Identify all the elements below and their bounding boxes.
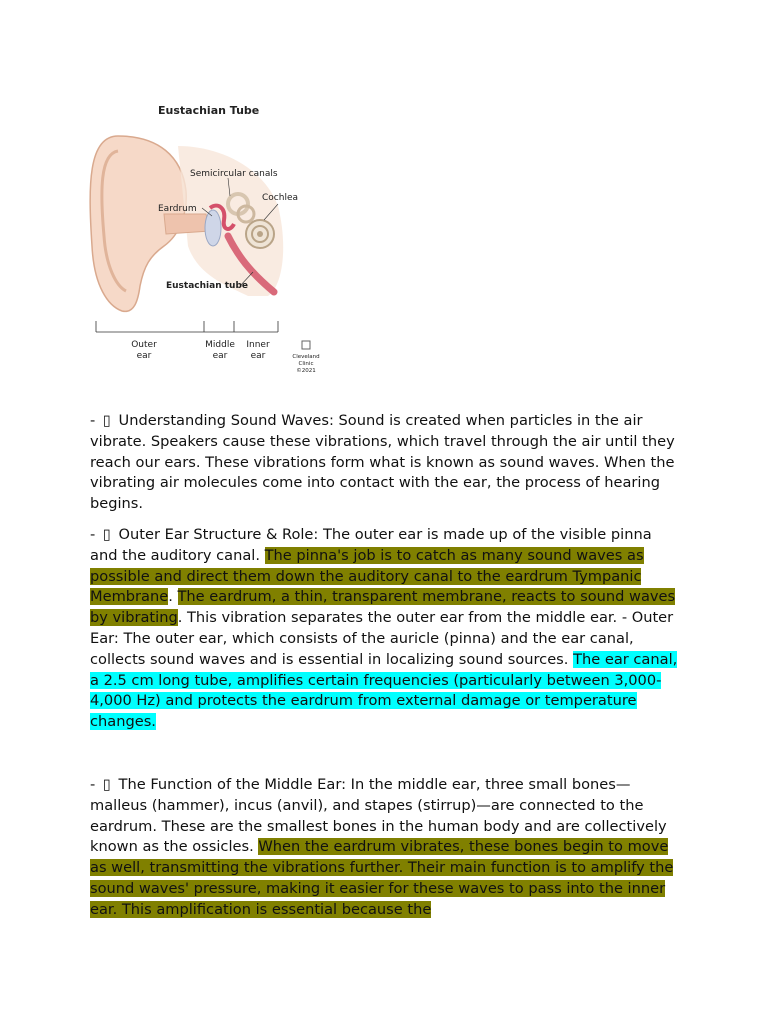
section-outer-line2: ear — [136, 351, 152, 361]
text-segment: - — [90, 525, 100, 543]
label-eardrum: Eardrum — [158, 204, 197, 214]
text-segment: . — [168, 588, 178, 606]
highlight-olive: The pinna's job is to catch as many sound waves as possible and direct them down the auditory canal to the eardrum Tympanic Membrane — [90, 546, 644, 606]
figure-title: Eustachian Tube — [158, 104, 260, 117]
text-segment: Outer Ear Structure & Role: The outer ear is made up of the visible pinna and the auditory canal. — [90, 525, 652, 564]
eardrum-shape — [205, 210, 221, 246]
label-semicircular-canals: Semicircular canals — [190, 169, 278, 179]
section-middle-line1: Middle — [205, 340, 235, 350]
text-segment: Understanding Sound Waves: Sound is created when particles in the air vibrate. Speakers cause these vibrations, which travel through the air until they reach our ears. These vibrations form what is known as sound waves. When the vibrating air molecules come into contact with the ear, the process of hearing begins. — [90, 412, 675, 513]
text-segment: . This vibration separates the outer ear from the middle ear. - Outer Ear: The outer ear, which consists of the auricle (pinna) and the ear canal, collects sound waves and is essential in localizing sound sources. — [90, 609, 674, 668]
text-segment: The Function of the Middle Ear: In the middle ear, three small bones—malleus (hammer), incus (anvil), and stapes (stirrup)—are connected to the eardrum. These are the smallest bones in the human body and are collectively known as the ossicles. — [90, 775, 667, 856]
ear-anatomy-illustration — [78, 96, 328, 380]
text-segment: - — [90, 412, 100, 429]
paragraph-sound-waves — [90, 411, 680, 515]
credit-line1: Cleveland — [292, 354, 320, 360]
cochlea-center — [257, 231, 263, 237]
document-body — [90, 411, 680, 931]
ear-anatomy-figure — [78, 96, 328, 380]
highlight-olive: When the eardrum vibrates, these bones begin to move as well, transmitting the vibrations further. Their main function is to amplify the sound waves' pressure, making it easier for these waves to pass into the inner ear. This amplification is essential because the — [90, 838, 674, 918]
cleveland-clinic-logo-icon — [302, 341, 310, 349]
ear-canal-shape — [164, 214, 210, 234]
highlight-olive: The eardrum, a thin, transparent membrane, reacts to sound waves by vibrating — [90, 588, 676, 627]
label-cochlea: Cochlea — [262, 193, 298, 203]
paragraph-middle-ear — [90, 775, 680, 921]
missing-glyph-icon: ▯ — [102, 412, 111, 429]
section-middle-line2: ear — [212, 351, 228, 361]
text-segment: - — [90, 775, 100, 793]
credit-line3: ©2021 — [296, 368, 316, 374]
missing-glyph-icon: ▯ — [102, 775, 111, 793]
label-eustachian-tube: Eustachian tube — [166, 281, 248, 291]
paragraph-outer-ear — [90, 525, 680, 733]
section-inner-line1: Inner — [246, 340, 270, 350]
highlight-cyan: The ear canal, a 2.5 cm long tube, amplifies certain frequencies (particularly between 3,000-4,000 Hz) and protects the eardrum from external damage or temperature changes. — [90, 650, 678, 731]
credit-line2: Clinic — [298, 361, 314, 367]
missing-glyph-icon: ▯ — [102, 525, 111, 543]
section-inner-line2: ear — [250, 351, 266, 361]
section-outer-line1: Outer — [131, 340, 157, 350]
